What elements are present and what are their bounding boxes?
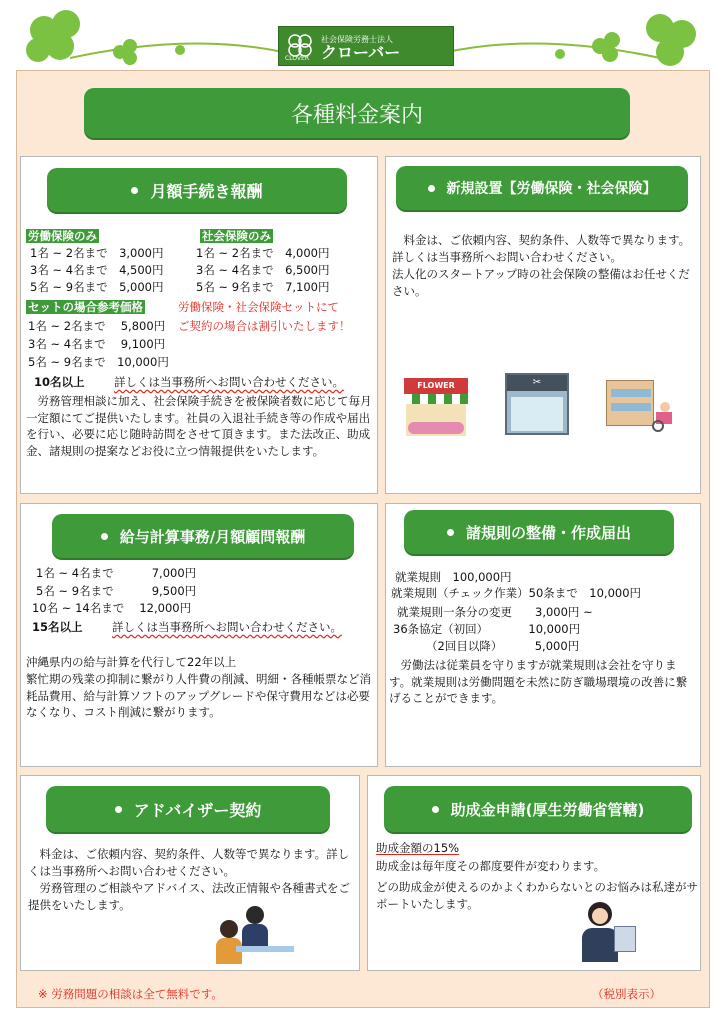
scissors-icon: ✂ <box>507 375 567 391</box>
labor-row: 3名 ~ 4名まで 4,500円 <box>30 263 164 277</box>
flower-shop-illustration <box>404 378 468 436</box>
shop-sign: FLOWER <box>404 378 468 394</box>
advisor-description: 労務管理のご相談やアドバイス、法改正情報や各種書式をご提供をいたします。 <box>28 881 350 912</box>
monthly-heading: 月額手続き報酬 <box>47 168 347 212</box>
rules-row: 36条協定（初回） 10,000円 <box>393 622 581 636</box>
care-facility-illustration <box>606 380 654 426</box>
set-note: 労働保険・社会保険セットにて <box>178 300 339 314</box>
new-setup-description: 料金は、ご依頼内容、契約条件、人数等で異なります。詳しくは当事務所へお問い合わせください。 <box>392 233 691 264</box>
advisor-woman-illustration <box>578 902 640 964</box>
social-only-label: 社会保険のみ <box>202 229 271 243</box>
rules-row: 就業規則（チェック作業）50条まで 10,000円 <box>391 586 642 600</box>
labor-row: 5名 ~ 9名まで 5,000円 <box>30 280 164 294</box>
advisor-heading: アドバイザー契約 <box>46 786 330 832</box>
consultation-illustration <box>206 906 294 966</box>
set-row: 5名 ~ 9名まで 10,000円 <box>28 355 169 369</box>
ten-plus-label: 10名以上 <box>34 375 85 389</box>
payroll-description: 沖縄県内の給与計算を代行して22年以上 <box>26 655 237 669</box>
contact-note: 詳しくは当事務所へお問い合わせください。 <box>114 375 344 389</box>
set-row: 1名 ~ 2名まで 5,800円 <box>28 319 166 333</box>
monthly-description: 労務管理相談に加え、社会保険手続きを被保険者数に応じて毎月一定額にてご提供いたします。社員の入退社手続き等の作成や届出を行い、必要に応じ随時訪問をさせて頂きます。また法改正、助成金、諸規則の提案などお役に立つ情報提供をいたします。 <box>26 394 372 458</box>
payroll-row: 5名 ~ 9名まで 9,500円 <box>36 584 197 598</box>
org-name: クローバー <box>321 43 401 62</box>
rules-row: 就業規則一条分の変更 3,000円 ~ <box>397 605 593 619</box>
subsidy-heading: 助成金申請(厚生労働省管轄) <box>384 786 692 832</box>
contact-note: 詳しくは当事務所へお問い合わせください。 <box>112 620 342 634</box>
wheelchair-person-icon <box>652 402 674 432</box>
org-type: 社会保険労務士法人 <box>321 35 393 44</box>
social-row: 1名 ~ 2名まで 4,000円 <box>196 246 330 260</box>
fifteen-plus-label: 15名以上 <box>32 620 83 634</box>
new-setup-heading: 新規設置【労働保険・社会保険】 <box>396 166 688 210</box>
set-row: 3名 ~ 4名まで 9,100円 <box>28 337 166 351</box>
labor-row: 1名 ~ 2名まで 3,000円 <box>30 246 164 260</box>
payroll-heading: 給与計算事務/月額顧問報酬 <box>52 514 354 558</box>
logo-en: CLOVER <box>285 55 309 62</box>
payroll-description: 繁忙期の残業の抑制に繋がり人件費の削減、明細・各種帳票など消耗品費用、給与計算ソフトのアップグレードや保守費用などは必要なくなり、コスト削減に繋がります。 <box>26 672 371 719</box>
labor-only-label: 労働保険のみ <box>28 229 97 243</box>
subsidy-description: どの助成金が使えるのかよくわからないとのお悩みは私達がサポートいたします。 <box>376 880 698 911</box>
social-row: 5名 ~ 9名まで 7,100円 <box>196 280 330 294</box>
rules-description: 労働法は従業員を守りますが就業規則は会社を守ります。就業規則は労働問題を未然に防ぎ職場環境の改善に繋げることができます。 <box>389 658 688 705</box>
page-title: 各種料金案内 <box>84 88 630 138</box>
payroll-row: 10名 ~ 14名まで 12,000円 <box>32 601 192 615</box>
advisor-description: 料金は、ご依頼内容、契約条件、人数等で異なります。詳しくは当事務所へお問い合わせください。 <box>28 847 350 878</box>
social-row: 3名 ~ 4名まで 6,500円 <box>196 263 330 277</box>
payroll-row: 1名 ~ 4名まで 7,000円 <box>36 566 197 580</box>
tax-note: （税別表示） <box>592 987 661 1001</box>
set-note: ご契約の場合は割引いたします！ <box>178 319 351 333</box>
logo <box>278 26 454 66</box>
rules-row: （2回目以降） 5,000円 <box>426 639 580 653</box>
subsidy-rate: 助成金額の15% <box>376 841 460 855</box>
rules-heading: 諸規則の整備・作成届出 <box>404 510 674 554</box>
barber-shop-illustration <box>505 373 569 435</box>
set-label: セットの場合参考価格 <box>28 300 143 314</box>
rules-row: 就業規則 100,000円 <box>395 570 512 584</box>
calculator-icon <box>614 926 636 952</box>
new-setup-description: 法人化のスタートアップ時の社会保険の整備はお任せください。 <box>392 267 690 298</box>
free-consultation-note: ※ 労務問題の相談は全て無料です。 <box>38 987 223 1001</box>
subsidy-description: 助成金は毎年度その都度要件が変わります。 <box>376 859 606 873</box>
